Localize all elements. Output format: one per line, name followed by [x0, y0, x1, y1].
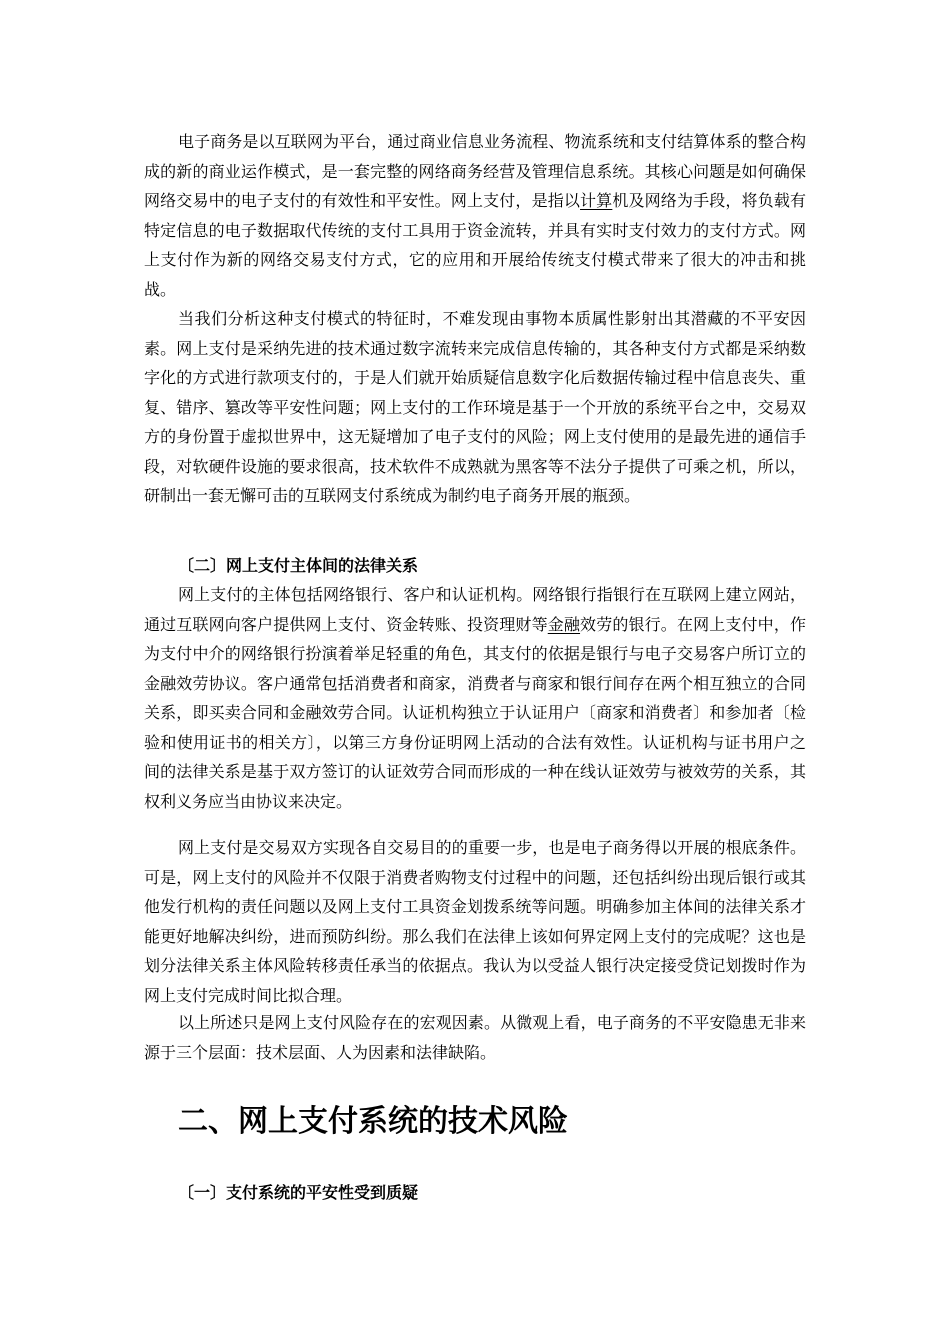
computing-link[interactable]: 计算	[580, 191, 613, 210]
paragraph-payment-subjects	[144, 580, 806, 816]
paragraph-risk-analysis: 当我们分析这种支付模式的特征时，不难发现由事物本质属性影射出其潜藏的不平安因素。网上支付是采纳先进的技术通过数字流转来完成信息传输的，其各种支付方式都是采纳数字化的方式进行款项支付的，于是人们就开始质疑信息数字化后数据传输过程中信息丧失、重复、错序、篡改等平安性问题；网上支付的工作环境是基于一个开放的系统平台之中，交易双方的身份置于虚拟世界中，这无疑增加了电子支付的风险；网上支付使用的是最先进的通信手段，对软硬件设施的要求很高，技术软件不成熟就为黑客等不法分子提供了可乘之机，所以，研制出一套无懈可击的互联网支付系统成为制约电子商务开展的瓶颈。	[144, 309, 806, 505]
paragraph-payment-completion: 网上支付是交易双方实现各自交易目的的重要一步，也是电子商务得以开展的根底条件。可是，网上支付的风险并不仅限于消费者购物支付过程中的问题，还包括纠纷出现后银行或其他发行机构的责任问题以及网上支付工具资金划拨系统等问题。明确参加主体间的法律关系才能更好地解决纠纷，进而预防纠纷。那么我们在法律上该如何界定网上支付的完成呢？这也是划分法律关系主体风险转移责任承当的依据点。我认为以受益人银行决定接受贷记划拨时作为网上支付完成时间比拟合理。	[144, 838, 806, 1005]
section-heading-technical-risk: 二、网上支付系统的技术风险	[178, 1104, 568, 1139]
subheading-system-security: 〔一〕支付系统的平安性受到质疑	[178, 1183, 419, 1202]
paragraph-text: 网上支付的主体包括网络银行、客户和认证机构。网络银行指银行在互联网上建立网站，通过互联网向客户提供网上支付、资金转账、投资理财等	[144, 585, 806, 634]
paragraph-text: 机及网络为手段，将负载有特定信息的电子数据取代传统的支付工具用于资金流转，并具有实时支付效力的支付方式。网上支付作为新的网络交易支付方式，它的应用和开展给传统支付模式带来了很大的冲击和挑战。	[144, 191, 806, 299]
paragraph-text: 电子商务是以互联网为平台，通过商业信息业务流程、物流系统和支付结算体系的整合构成的新的商业运作模式，是一套完整的网络商务经营及管理信息系统。其核心问题是如何确保网络交易中的电子支付的有效性和平安性。网上支付，是指以	[144, 132, 806, 210]
paragraph-macro-factors: 以上所述只是网上支付风险存在的宏观因素。从微观上看，电子商务的不平安隐患无非来源于三个层面：技术层面、人为因素和法律缺陷。	[144, 1013, 806, 1062]
paragraph-ecommerce-intro	[144, 127, 806, 304]
finance-link[interactable]: 金融	[547, 614, 581, 634]
paragraph-text: 效劳的银行。在网上支付中，作为支付中介的网络银行扮演着举足轻重的角色，其支付的依据是银行与电子交易客户所订立的金融效劳协议。客户通常包括消费者和商家，消费者与商家和银行间存在两个相互独立的合同关系，即买卖合同和金融效劳合同。认证机构独立于认证用户〔商家和消费者〕和参加者〔检验和使用证书的相关方〕，以第三方身份证明网上活动的合法有效性。认证机构与证书用户之间的法律关系是基于双方签订的认证效劳合同而形成的一种在线认证效劳与被效劳的关系，其权利义务应当由协议来决定。	[144, 614, 806, 811]
subheading-legal-relations: 〔二〕网上支付主体间的法律关系	[178, 556, 419, 575]
